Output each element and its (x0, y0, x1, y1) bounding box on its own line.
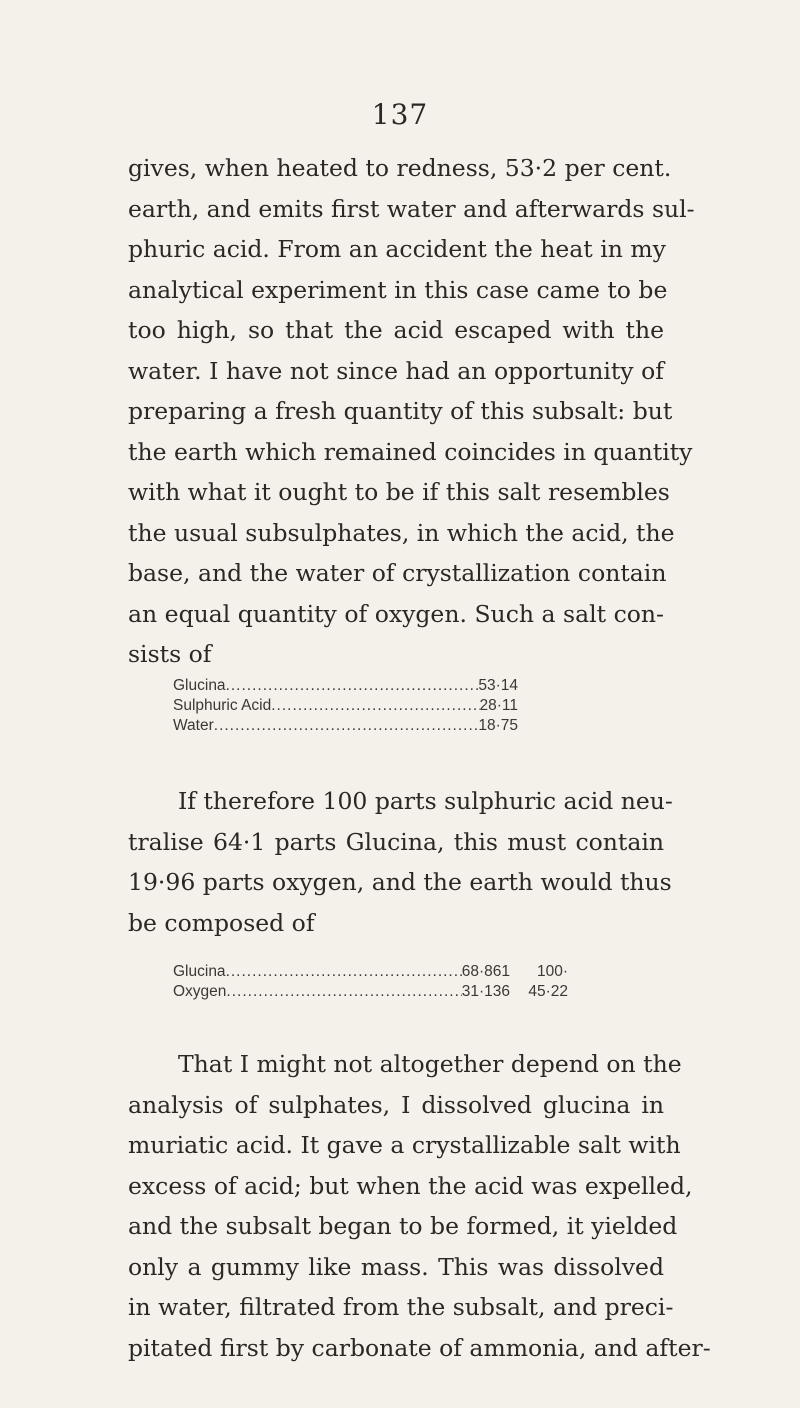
page-number: 137 (371, 98, 429, 131)
table-label: Glucina (173, 963, 226, 980)
composition-table-2 (173, 962, 568, 1002)
text-line: water. I have not since had an opportunity of (128, 356, 664, 385)
table-label: Oxygen (173, 983, 227, 1000)
leader-dots (226, 962, 462, 982)
leader-dots (226, 982, 461, 1002)
text-line: preparing a fresh quantity of this subsalt: but (128, 397, 673, 425)
text-line: the earth which remained coincides in quantity (128, 437, 693, 466)
text-line: That I might not altogether depend on the (178, 1050, 682, 1078)
text-line: analytical experiment in this case came to be (128, 275, 668, 304)
paragraph-3 (128, 1044, 711, 1368)
text-line: sists of (128, 640, 212, 668)
text-line: in water, filtrated from the subsalt, and preci- (128, 1293, 674, 1321)
text-line: the usual subsulphates, in which the acid, the (128, 518, 675, 547)
table-label: Glucina (173, 677, 226, 694)
table-value: 28·11 (479, 697, 518, 714)
table-value: 53·14 (478, 677, 518, 694)
text-line: If therefore 100 parts sulphuric acid neu- (178, 787, 673, 815)
table-value: 68·861 (461, 963, 510, 980)
text-line: gives, when heated to redness, 53·2 per cent. (128, 154, 672, 182)
paragraph-1 (128, 148, 695, 675)
text-line: phuric acid. From an accident the heat in my (128, 235, 666, 263)
table-value-percent: 100· (536, 963, 568, 980)
leader-dots (271, 696, 479, 716)
text-line: and the subsalt began to be formed, it yielded (128, 1212, 678, 1240)
text-line: analysis of sulphates, I dissolved glucina in (128, 1090, 664, 1119)
table-value: 31·136 (461, 983, 510, 1000)
text-line: 19·96 parts oxygen, and the earth would thus (128, 868, 672, 896)
table-row (173, 696, 518, 716)
table-value-percent: 45·22 (528, 983, 568, 1000)
table-row (173, 962, 568, 982)
leader-dots (226, 676, 479, 696)
text-line: too high, so that the acid escaped with the (128, 316, 664, 344)
table-row (173, 676, 518, 696)
table-value: 18·75 (478, 717, 518, 734)
leader-dots (214, 716, 479, 736)
text-line: pitated first by carbonate of ammonia, and after- (128, 1333, 711, 1362)
table-label: Water (173, 717, 214, 734)
text-line: earth, and emits first water and afterwards sul- (128, 194, 695, 223)
table-row (173, 982, 568, 1002)
text-line: tralise 64·1 parts Glucina, this must contain (128, 827, 664, 856)
text-line: base, and the water of crystallization contain (128, 559, 667, 587)
text-line: with what it ought to be if this salt resembles (128, 478, 670, 506)
text-line: excess of acid; but when the acid was expelled, (128, 1171, 693, 1200)
table-row (173, 716, 518, 736)
text-line: an equal quantity of oxygen. Such a salt con- (128, 599, 664, 628)
text-line: muriatic acid. It gave a crystallizable salt with (128, 1131, 681, 1159)
paragraph-2 (128, 781, 673, 943)
text-line: only a gummy like mass. This was dissolved (128, 1252, 664, 1281)
table-label: Sulphuric Acid (173, 697, 272, 714)
composition-table-1 (173, 676, 518, 736)
text-line: be composed of (128, 908, 315, 937)
